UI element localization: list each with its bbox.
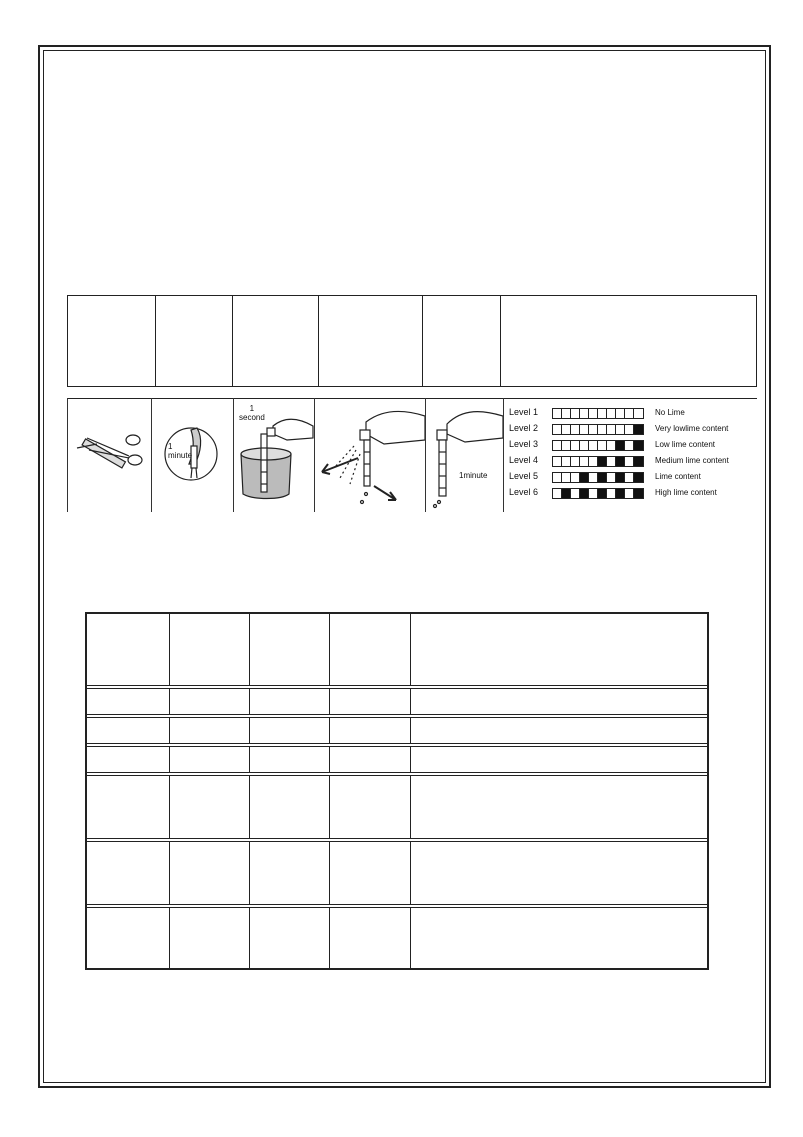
results-table (85, 612, 709, 970)
scale-cell-filled (634, 457, 643, 466)
level-row (509, 486, 759, 500)
level-description: No Lime (655, 408, 685, 417)
scale-cell-empty (616, 409, 625, 418)
scale-cell-empty (607, 425, 616, 434)
illustration-strip (67, 398, 757, 512)
scale-cell-filled (580, 473, 589, 482)
scale-cell-empty (589, 441, 598, 450)
header-col-divider (318, 296, 319, 386)
scale-cell-empty (562, 425, 571, 434)
scale-cell-empty (580, 457, 589, 466)
level-color-scale (552, 472, 644, 483)
level-name: Level 3 (509, 439, 539, 449)
scale-cell-empty (607, 457, 616, 466)
header-col-divider (155, 296, 156, 386)
scale-cell-empty (607, 441, 616, 450)
level-row (509, 470, 759, 484)
scale-cell-filled (634, 425, 643, 434)
scale-cell-empty (553, 489, 562, 498)
level-color-scale (552, 440, 644, 451)
level-row (509, 454, 759, 468)
level-row (509, 406, 759, 420)
scale-cell-empty (562, 409, 571, 418)
scale-cell-filled (598, 489, 607, 498)
results-col-divider (249, 614, 250, 968)
scale-cell-empty (589, 409, 598, 418)
scale-cell-filled (634, 441, 643, 450)
scale-cell-empty (625, 457, 634, 466)
scale-cell-empty (589, 473, 598, 482)
scale-cell-empty (607, 489, 616, 498)
level-description: High lime content (655, 488, 717, 497)
scale-cell-empty (553, 441, 562, 450)
level-description: Lime content (655, 472, 701, 481)
scissors-illustration (67, 398, 151, 512)
scale-cell-empty (598, 441, 607, 450)
shake-strip-icon (314, 398, 425, 512)
dip-duration-label: 1 second (239, 404, 265, 422)
results-row-divider (87, 746, 707, 747)
results-row-divider (87, 688, 707, 689)
scale-cell-empty (571, 489, 580, 498)
level-description: Very lowlime content (655, 424, 729, 433)
lime-level-legend (503, 398, 757, 512)
scale-cell-filled (580, 489, 589, 498)
scale-cell-empty (625, 489, 634, 498)
wait-illustration (425, 398, 503, 512)
results-row-divider (87, 717, 707, 718)
scale-cell-empty (589, 489, 598, 498)
scale-cell-empty (553, 409, 562, 418)
scale-cell-filled (634, 489, 643, 498)
scale-cell-empty (625, 425, 634, 434)
results-row-divider (87, 841, 707, 842)
scale-cell-empty (580, 409, 589, 418)
scissors-icon (67, 398, 151, 512)
scale-cell-empty (607, 473, 616, 482)
scale-cell-empty (625, 441, 634, 450)
scale-cell-empty (580, 441, 589, 450)
scale-cell-empty (625, 473, 634, 482)
cup-illustration (233, 398, 314, 512)
scale-cell-filled (598, 473, 607, 482)
scale-cell-empty (571, 409, 580, 418)
level-name: Level 4 (509, 455, 539, 465)
scale-cell-empty (571, 457, 580, 466)
scale-cell-filled (616, 441, 625, 450)
scale-cell-filled (616, 489, 625, 498)
shake-illustration (314, 398, 425, 512)
scale-cell-empty (616, 425, 625, 434)
scale-cell-empty (571, 425, 580, 434)
level-color-scale (552, 456, 644, 467)
level-name: Level 1 (509, 407, 539, 417)
scale-cell-filled (634, 473, 643, 482)
scale-cell-empty (553, 457, 562, 466)
scale-cell-empty (625, 409, 634, 418)
level-name: Level 5 (509, 471, 539, 481)
level-description: Medium lime content (655, 456, 729, 465)
dip-time-label: 1 minute (168, 442, 193, 460)
header-col-divider (422, 296, 423, 386)
scale-cell-filled (598, 457, 607, 466)
level-color-scale (552, 488, 644, 499)
scale-cell-empty (589, 457, 598, 466)
scale-cell-empty (598, 409, 607, 418)
scale-cell-empty (589, 425, 598, 434)
dip-illustration (151, 398, 233, 512)
scale-cell-empty (580, 425, 589, 434)
results-row-divider (87, 907, 707, 908)
scale-cell-empty (562, 457, 571, 466)
level-name: Level 6 (509, 487, 539, 497)
level-row (509, 438, 759, 452)
header-col-divider (500, 296, 501, 386)
scale-cell-empty (571, 473, 580, 482)
level-name: Level 2 (509, 423, 539, 433)
scale-cell-empty (607, 409, 616, 418)
hold-strip-icon (425, 398, 503, 512)
level-color-scale (552, 408, 644, 419)
instruction-header-table (67, 295, 757, 387)
level-row (509, 422, 759, 436)
scale-cell-filled (616, 473, 625, 482)
scale-cell-filled (562, 489, 571, 498)
scale-cell-empty (553, 425, 562, 434)
results-col-divider (169, 614, 170, 968)
scale-cell-filled (616, 457, 625, 466)
level-description: Low lime content (655, 440, 716, 449)
scale-cell-empty (634, 409, 643, 418)
results-col-divider (410, 614, 411, 968)
scale-cell-empty (598, 425, 607, 434)
header-col-divider (232, 296, 233, 386)
results-row-divider (87, 775, 707, 776)
scale-cell-empty (562, 473, 571, 482)
scale-cell-empty (553, 473, 562, 482)
scale-cell-empty (562, 441, 571, 450)
scale-cell-empty (571, 441, 580, 450)
level-color-scale (552, 424, 644, 435)
wait-time-label: 1minute (459, 471, 488, 480)
results-col-divider (329, 614, 330, 968)
